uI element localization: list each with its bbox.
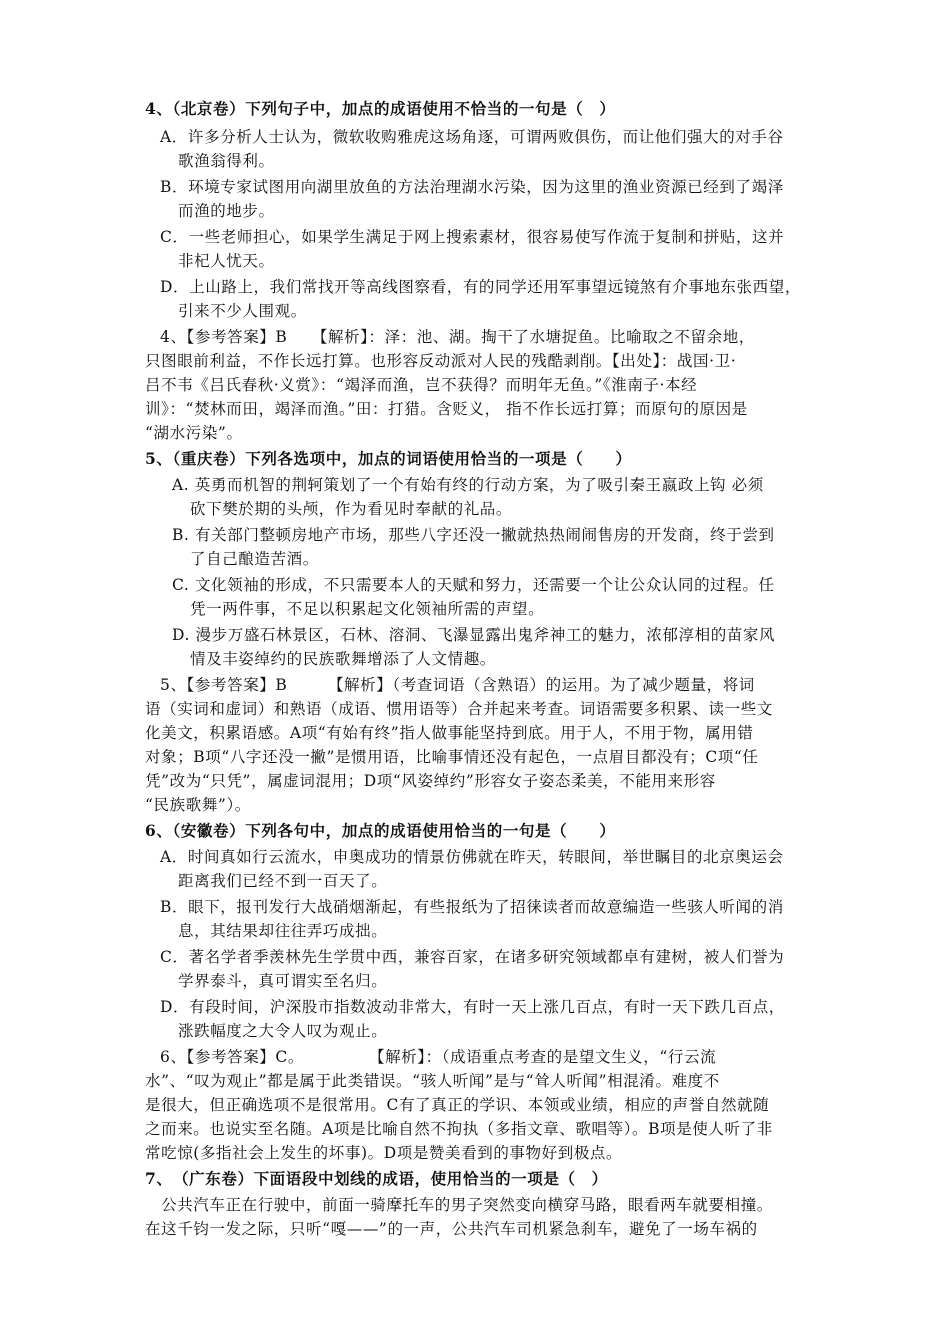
q6-option-c-line2: 学界泰斗，真可谓实至名归。 [178, 972, 388, 990]
q4-option-c-line2: 非杞人忧天。 [178, 252, 275, 270]
q4-answer-line2: 只图眼前利益，不作长远打算。也形容反动派对人民的残酷剥削。【出处】：战国·卫· [145, 352, 737, 370]
q6-option-b-line2: 息，其结果却往往弄巧成拙。 [178, 922, 388, 940]
q4-answer-line4: 训》：“焚林而田，竭泽而渔。”田：打猎。含贬义， 指不作长远打算；而原句的原因是 [145, 400, 748, 418]
q5-option-d-line1: D. 漫步万盛石林景区，石林、溶洞、飞瀑显露出鬼斧神工的魅力，浓郁淳相的苗家风 [172, 626, 776, 644]
question-7-title: 7、 （广东卷）下面语段中划线的成语，使用恰当的一项是（ ） [145, 1169, 608, 1188]
q5-answer-line4: 对象；B项“八字还没一撇”是惯用语，比喻事情还没有起色，一点眉目都没有；C项“任 [145, 748, 759, 766]
q5-option-a-line2: 砍下樊於期的头颅，作为看见时奉献的礼品。 [190, 500, 513, 518]
q7-body-line2: 在这千钧一发之际，只听“嘎——”的一声，公共汽车司机紧急刹车，避免了一场车祸的 [145, 1220, 758, 1238]
q4-option-c-line1: C．一些老师担心，如果学生满足于网上搜索素材，很容易使写作流于复制和拼贴，这并 [160, 228, 785, 246]
q6-option-b-line1: B．眼下，报刊发行大战硝烟渐起，有些报纸为了招徕读者而故意编造一些骇人听闻的消 [160, 898, 784, 916]
q5-answer-line2: 语（实词和虚词）和熟语（成语、惯用语等）合并起来考查。词语需要多积累、读一些文 [145, 700, 773, 718]
q5-option-a-line1: A. 英勇而机智的荆轲策划了一个有始有终的行动方案，为了吸引秦王嬴政上钩 必须 [172, 476, 764, 494]
q5-option-b-line2: 了自己酿造苦酒。 [190, 550, 319, 568]
q6-answer-line2: 水”、“叹为观止”都是属于此类错误。“骇人听闻”是与“耸人听闻”相混淆。难度不 [145, 1072, 720, 1090]
q5-answer-line3: 化美文，积累语感。A项“有始有终”指人做事能坚持到底。用于人，不用于物，属用错 [145, 724, 754, 742]
q6-answer-line3: 是很大，但正确选项不是很常用。C有了真正的学识、本领或业绩，相应的声誉自然就随 [145, 1096, 770, 1114]
q6-option-d-line2: 涨跌幅度之大令人叹为观止。 [178, 1022, 388, 1040]
q6-option-c-line1: C．著名学者季羡林先生学贯中西，兼容百家，在诸多研究领域都卓有建树，被人们誉为 [160, 948, 785, 966]
q5-option-c-line2: 凭一两件事，不足以积累起文化领袖所需的声望。 [190, 600, 545, 618]
q4-answer-line5: “湖水污染”。 [145, 424, 243, 442]
q6-option-d-line1: D．有段时间，沪深股市指数波动非常大，有时一天上涨几百点，有时一天下跌几百点， [160, 998, 785, 1016]
question-6-title: 6、（安徽卷）下列各句中，加点的成语使用恰当的一句是（ ） [145, 821, 616, 840]
q4-option-a-line2: 歌渔翁得利。 [178, 152, 275, 170]
question-5-title: 5、（重庆卷）下列各选项中，加点的词语使用恰当的一项是（ ） [145, 449, 632, 468]
q5-option-b-line1: B. 有关部门整顿房地产市场，那些八字还没一撇就热热闹闹售房的开发商，终于尝到 [172, 526, 775, 544]
q6-answer-line1: 6、【参考答案】C。 【解析】：（成语重点考查的是望文生义，“行云流 [160, 1048, 717, 1066]
q6-answer-line5: 常吃惊(多指社会上发生的坏事)。D项是赞美看到的事物好到极点。 [145, 1144, 623, 1162]
q4-option-a-line1: A．许多分析人士认为，微软收购雅虎这场角逐，可谓两败俱伤，而让他们强大的对手谷 [160, 128, 784, 146]
q5-option-d-line2: 情及丰姿绰约的民族歌舞增添了人文情趣。 [190, 650, 496, 668]
q6-answer-line4: 之而来。也说实至名随。A项是比喻自然不拘执（多指文章、歌唱等）。B项是使人听了非 [145, 1120, 773, 1138]
q6-option-a-line2: 距离我们已经不到一百天了。 [178, 872, 388, 890]
q5-answer-line6: “民族歌舞”）。 [145, 796, 251, 814]
q5-option-c-line1: C. 文化领袖的形成，不只需要本人的天赋和努力，还需要一个让公众认同的过程。任 [172, 576, 775, 594]
q4-answer-line1: 4、【参考答案】B 【解析】：泽：池、湖。掏干了水塘捉鱼。比喻取之不留余地， [160, 328, 755, 346]
question-4-title: 4、（北京卷）下列句子中，加点的成语使用不恰当的一句是（ ） [145, 99, 616, 118]
q6-option-a-line1: A．时间真如行云流水，申奥成功的情景仿佛就在昨天，转眼间，举世瞩目的北京奥运会 [160, 848, 784, 866]
q4-option-b-line2: 而渔的地步。 [178, 202, 275, 220]
q7-body-line1: 公共汽车正在行驶中，前面一骑摩托车的男子突然变向横穿马路，眼看两车就要相撞。 [145, 1196, 773, 1214]
q4-option-b-line1: B．环境专家试图用向湖里放鱼的方法治理湖水污染，因为这里的渔业资源已经到了竭泽 [160, 178, 784, 196]
q4-option-d-line2: 引来不少人围观。 [178, 302, 307, 320]
q4-option-d-line1: D．上山路上，我们常找开等高线图察看，有的同学还用军事望远镜煞有介事地东张西望， [160, 278, 801, 296]
q5-answer-line5: 凭”改为“只凭”，属虚词混用；D项“风姿绰约”形容女子姿态柔美，不能用来形容 [145, 772, 716, 790]
q4-answer-line3: 吕不韦《吕氏春秋·义赏》：“竭泽而渔，岂不获得？而明年无鱼。”《淮南子·本经 [145, 376, 698, 394]
q5-answer-line1: 5、【参考答案】B 【解析】（考查词语（含熟语）的运用。为了减少题量，将词 [160, 676, 755, 694]
